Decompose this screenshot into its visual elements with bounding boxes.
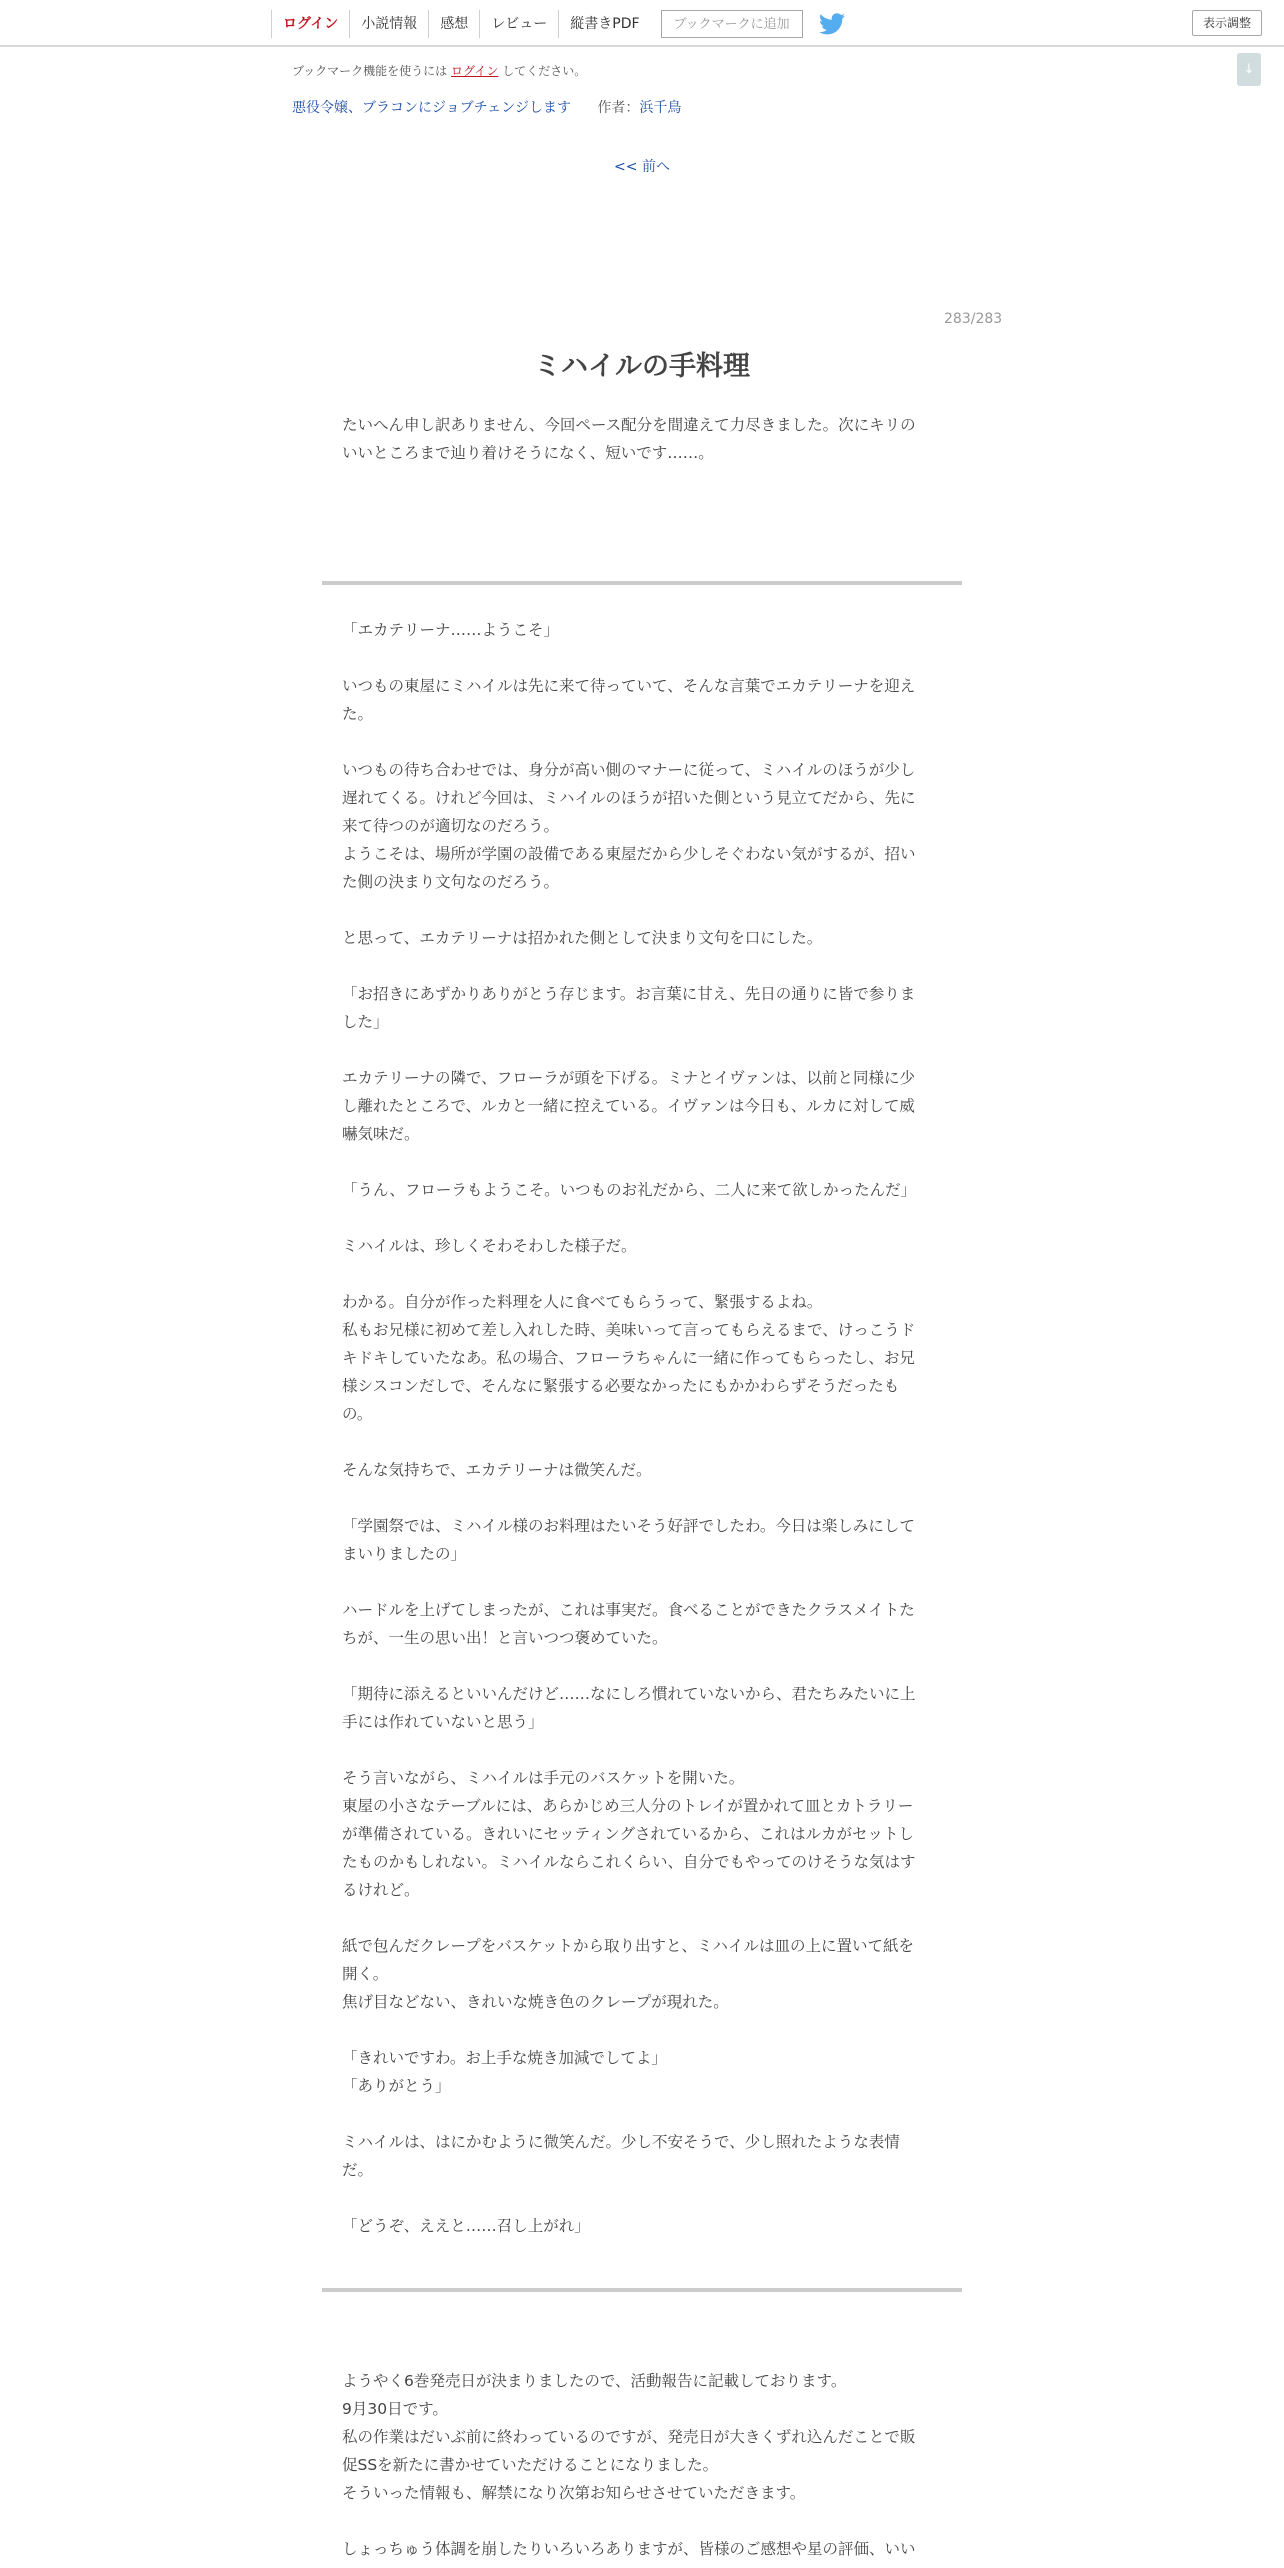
paragraph-line: そう言いながら、ミハイルは手元のバスケットを開いた。 <box>342 1769 745 1787</box>
divider-top <box>322 581 962 585</box>
paragraph-line: いいところまで辿り着けそうになく、短いです……。 <box>342 444 714 462</box>
author-link[interactable]: 浜千鳥 <box>639 100 682 116</box>
paragraph-line: ハードルを上げてしまったが、これは事実だ。食べることができたクラスメイトた <box>342 1601 915 1619</box>
paragraph-line: いつもの東屋にミハイルは先に来て待っていて、そんな言葉でエカテリーナを迎え <box>342 677 916 695</box>
paragraph-line: の。 <box>342 1405 373 1423</box>
bookmark-note-after: してください。 <box>502 64 587 78</box>
paragraph-line: 焦げ目などない、きれいな焼き色のクレープが現れた。 <box>342 1993 729 2011</box>
bookmark-note-login-link[interactable]: ログイン <box>451 64 499 78</box>
blank-line <box>342 2100 944 2128</box>
paragraph-line: 「期待に添えるといいんだけど……なにしろ慣れていないから、君たちみたいに上 <box>342 1685 916 1703</box>
blank-line <box>342 952 944 980</box>
blank-line <box>342 1904 944 1932</box>
paragraph-line: た。 <box>342 705 374 723</box>
nav-review-link[interactable]: レビュー <box>479 10 558 38</box>
blank-line <box>342 1204 944 1232</box>
paragraph-line: 「お招きにあずかりありがとう存じます。お言葉に甘え、先日の通りに皆で参りま <box>342 985 916 1003</box>
blank-line <box>342 644 944 672</box>
blank-line <box>342 1148 944 1176</box>
series-title-link[interactable]: 悪役令嬢、ブラコンにジョブチェンジします <box>292 100 571 116</box>
chapter-title: ミハイルの手料理 <box>534 351 750 382</box>
top-navigation-bar <box>0 0 1284 47</box>
nav-login-link[interactable]: ログイン <box>271 10 349 38</box>
prev-page-link[interactable]: << 前へ <box>614 159 670 175</box>
chapter-body-text <box>342 616 944 2240</box>
blank-line <box>342 1036 944 1064</box>
paragraph-line: 私の作業はだいぶ前に終わっているのですが、発売日が大きくずれ込んだことで販 <box>342 2428 916 2446</box>
paragraph-line: キドキしていたなあ。私の場合、フローラちゃんに一緒に作ってもらったし、お兄 <box>342 1349 915 1367</box>
paragraph-line: 「学園祭では、ミハイル様のお料理はたいそう好評でしたわ。今日は楽しみにして <box>342 1517 915 1535</box>
paragraph-line: が準備されている。きれいにセッティングされているから、これはルカがセットし <box>342 1825 914 1843</box>
paragraph-line: 開く。 <box>342 1965 389 1983</box>
blank-line <box>342 1484 944 1512</box>
preface-text <box>342 411 944 467</box>
nav-menu <box>271 10 845 38</box>
paragraph-line: たものかもしれない。ミハイルならこれくらい、自分でもやってのけそうな気はす <box>342 1853 916 1871</box>
paragraph-line: エカテリーナの隣で、フローラが頭を下げる。ミナとイヴァンは、以前と同様に少 <box>342 1069 916 1087</box>
paragraph-line: した」 <box>342 1013 389 1031</box>
paragraph-line: だ。 <box>342 2161 374 2179</box>
blank-line <box>342 2507 944 2535</box>
paragraph-line: ようこそは、場所が学園の設備である東屋だから少しそぐわない気がするが、招い <box>342 845 916 863</box>
paragraph-line: 来て待つのが適切なのだろう。 <box>342 817 560 835</box>
afterword-text <box>342 2367 944 2563</box>
paragraph-line: た側の決まり文句なのだろう。 <box>342 873 560 891</box>
blank-line <box>342 1652 944 1680</box>
blank-line <box>342 1736 944 1764</box>
blank-line <box>342 2184 944 2212</box>
paragraph-line: 「ありがとう」 <box>342 2077 451 2095</box>
paragraph-line: 遅れてくる。けれど今回は、ミハイルのほうが招いた側という見立てだから、先に <box>342 789 916 807</box>
prev-link-row <box>0 156 1284 176</box>
nav-impressions-link[interactable]: 感想 <box>428 10 479 38</box>
paragraph-line: 「エカテリーナ……ようこそ」 <box>342 621 560 639</box>
paragraph-line: 様シスコンだしで、そんなに緊張する必要なかったにもかかわらずそうだったも <box>342 1377 900 1395</box>
paragraph-line: そんな気持ちで、エカテリーナは微笑んだ。 <box>342 1461 652 1479</box>
blank-line <box>342 2016 944 2044</box>
paragraph-line: 東屋の小さなテーブルには、あらかじめ三人分のトレイが置かれて皿とカトラリー <box>342 1797 914 1815</box>
scroll-down-button[interactable]: ↓ <box>1237 53 1261 86</box>
paragraph-line: 手には作れていないと思う」 <box>342 1713 544 1731</box>
paragraph-line: たいへん申し訳ありません、今回ペース配分を間違えて力尽きました。次にキリの <box>342 416 916 434</box>
blank-line <box>342 728 944 756</box>
add-bookmark-button[interactable]: ブックマークに追加 <box>661 10 803 38</box>
author-label: 作者： <box>597 100 640 116</box>
bookmark-note-before: ブックマーク機能を使うには <box>292 64 448 78</box>
twitter-bird-icon[interactable] <box>819 13 845 35</box>
blank-line <box>342 1428 944 1456</box>
paragraph-line: 促SSを新たに書かせていただけることになりました。 <box>342 2456 719 2474</box>
paragraph-line: 私もお兄様に初めて差し入れした時、美味いって言ってもらえるまで、けっこうド <box>342 1321 916 1339</box>
series-info <box>292 97 681 117</box>
bookmark-login-note <box>292 62 586 79</box>
paragraph-line: 嚇気味だ。 <box>342 1125 420 1143</box>
paragraph-line: と思って、エカテリーナは招かれた側として決まり文句を口にした。 <box>342 929 823 947</box>
blank-line <box>342 1568 944 1596</box>
paragraph-line: まいりましたの」 <box>342 1545 467 1563</box>
paragraph-line: 9月30日です。 <box>342 2400 448 2418</box>
paragraph-line: 「どうぞ、ええと……召し上がれ」 <box>342 2217 590 2235</box>
paragraph-line: そういった情報も、解禁になり次第お知らせさせていただきます。 <box>342 2484 806 2502</box>
paragraph-line: し離れたところで、ルカと一緒に控えている。イヴァンは今日も、ルカに対して威 <box>342 1097 915 1115</box>
paragraph-line: しょっちゅう体調を崩したりいろいろありますが、皆様のご感想や星の評価、いい <box>342 2540 916 2558</box>
paragraph-line: ミハイルは、珍しくそわそわした様子だ。 <box>342 1237 637 1255</box>
paragraph-line: 紙で包んだクレープをバスケットから取り出すと、ミハイルは皿の上に置いて紙を <box>342 1937 914 1955</box>
page-counter: 283/283 <box>944 311 1003 327</box>
display-settings-button[interactable]: 表示調整 <box>1192 10 1262 36</box>
paragraph-line: いつもの待ち合わせでは、身分が高い側のマナーに従って、ミハイルのほうが少し <box>342 761 916 779</box>
nav-vertical-pdf-link[interactable]: 縦書きPDF <box>558 10 650 38</box>
paragraph-line: るけれど。 <box>342 1881 420 1899</box>
paragraph-line: 「きれいですわ。お上手な焼き加減でしてよ」 <box>342 2049 667 2067</box>
paragraph-line: わかる。自分が作った料理を人に食べてもらうって、緊張するよね。 <box>342 1293 823 1311</box>
blank-line <box>342 896 944 924</box>
divider-bottom <box>322 2288 962 2292</box>
paragraph-line: ミハイルは、はにかむように微笑んだ。少し不安そうで、少し照れたような表情 <box>342 2133 900 2151</box>
paragraph-line: 「うん、フローラもようこそ。いつものお礼だから、二人に来て欲しかったんだ」 <box>342 1181 917 1199</box>
paragraph-line: ちが、一生の思い出！と言いつつ褒めていた。 <box>342 1629 668 1647</box>
blank-line <box>342 1260 944 1288</box>
paragraph-line: ようやく6巻発売日が決まりましたので、活動報告に記載しております。 <box>342 2372 847 2390</box>
nav-novel-info-link[interactable]: 小説情報 <box>349 10 428 38</box>
